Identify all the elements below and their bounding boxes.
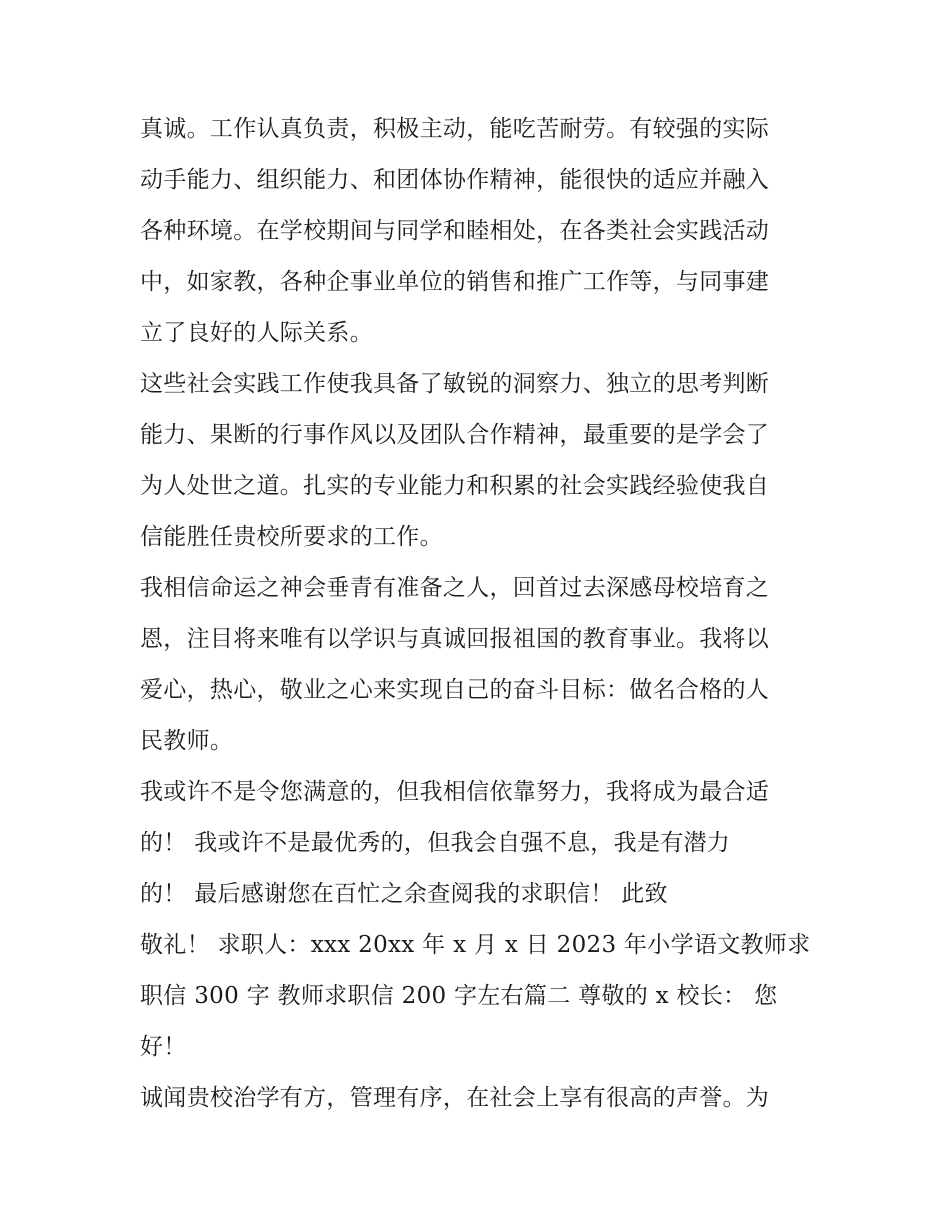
text-line: 民教师。 [140,728,234,754]
document-body [140,104,830,1124]
text-line: 我或许不是令您满意的，但我相信依靠努力，我将成为最合适 [140,779,770,805]
text-line: 这些社会实践工作使我具备了敏锐的洞察力、独立的思考判断 [140,371,770,397]
text-line: 为人处世之道。扎实的专业能力和积累的社会实践经验使我自 [140,473,770,499]
text-line: 中，如家教，各种企事业单位的销售和推广工作等，与同事建 [140,269,770,295]
text-line: 好！ [140,1034,187,1060]
text-line: 恩，注目将来唯有以学识与真诚回报祖国的教育事业。我将以 [140,626,770,652]
text-line: 立了良好的人际关系。 [140,320,373,346]
text-line: 职信 300 字 教师求职信 200 字左右篇二 尊敬的 x 校长： 您 [140,983,778,1009]
text-line: 的！ 我或许不是最优秀的，但我会自强不息，我是有潜力 [140,830,731,856]
text-line: 诚闻贵校治学有方，管理有序，在社会上享有很高的声誉。为 [140,1085,770,1111]
text-line: 爱心，热心，敬业之心来实现自己的奋斗目标：做名合格的人 [140,677,770,703]
text-line: 信能胜任贵校所要求的工作。 [140,524,443,550]
text-line: 能力、果断的行事作风以及团队合作精神，最重要的是学会了 [140,422,770,448]
text-line: 的！ 最后感谢您在百忙之余查阅我的求职信！ 此致 [140,881,668,907]
text-line: 我相信命运之神会垂青有准备之人，回首过去深感母校培育之 [140,575,770,601]
text-line: 动手能力、组织能力、和团体协作精神，能很快的适应并融入 [140,167,770,193]
text-line: 敬礼！ 求职人：xxx 20xx 年 x 月 x 日 2023 年小学语文教师求 [140,932,811,958]
text-line: 各种环境。在学校期间与同学和睦相处，在各类社会实践活动 [140,218,770,244]
text-line: 真诚。工作认真负责，积极主动，能吃苦耐劳。有较强的实际 [140,116,770,142]
